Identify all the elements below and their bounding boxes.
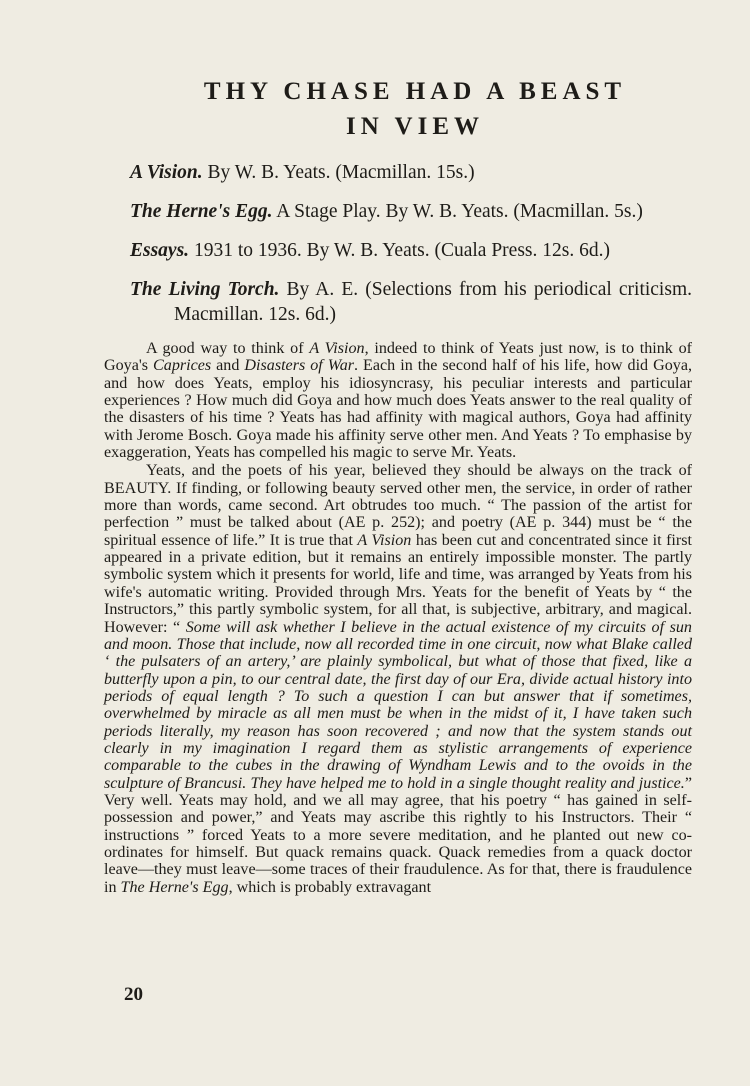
article-title-line-1: THY CHASE HAD A BEAST <box>203 78 627 105</box>
book-title: The Living Torch. <box>130 279 280 300</box>
text-run: ” Very well. Yeats may hold, and we all may agree, that his poetry “ has gained in self-possession and power,” and Yeats may ascribe this rightly to his Instructors. Their “ instructions ” forced Yeats to a more severe meditation, and he planted out new co-ordinates for himself. But quack remains quack. Quack remedies from a quack doctor leave—they must leave—some traces of their fraudulence. As for that, there is fraudulence in <box>104 774 692 896</box>
text-run: and <box>211 357 245 375</box>
yeats-quotation: Some will ask whether I believe in the actual existence of my circuits of sun and moon. Those that include, now all recorded time in one circuit, now what Blake called ‘ the pulsaters of an artery,’ are plainly symbolical, but what of those that fixed, like a butterfly upon a pin, to our central date, the first day of our Era, divide actual history into periods of equal length ? To such a question I can but answer that if sometimes, overwhelmed by miracle as all men must be when in the midst of it, I have taken such periods literally, my reason has soon recovered ; and now that the system stands out clearly in my imagination I regard them as stylistic arrangements of experience comparable to the cubes in the drawing of Wyndham Lewis and to the ovoids in the sculpture of Brancusi. They have helped me to hold in a single thought reality and justice. <box>104 618 692 792</box>
text-run: , which is probably extravagant <box>228 878 432 896</box>
paragraph-2 <box>104 462 692 896</box>
book-details: By W. B. Yeats. (Macmillan. 15s.) <box>207 162 475 183</box>
title-citation: A Vision <box>309 340 365 357</box>
page-number: 20 <box>124 984 143 1005</box>
book-details: A Stage Play. By W. B. Yeats. (Macmillan. 5s.) <box>276 201 643 222</box>
book-title: Essays. <box>130 240 190 261</box>
reviewed-books-list <box>130 160 692 341</box>
title-citation: Disasters of War <box>244 357 355 375</box>
text-run: has been cut and concentrated since it first appeared in a private edition, but it remains an entirely impossible monster. The partly symbolic system which it presents for world, life and time, was arranged by Yeats from his wife's automatic writing. Provided through Mrs. Yeats for the benefit of Yeats by “ the Instructors,” this partly symbolic system, for all that, is subjective, arbitrary, and magical. However: “ <box>104 531 692 636</box>
text-run: Yeats, and the poets of his year, believed they should be always on the track of BEAUTY. If finding, or following beauty served other men, the service, in order of rather more than words, came second. Art obtrudes too much. “ The passion of the artist for perfection ” must be talked about (AE p. 252); and poetry (AE p. 344) must be “ the spiritual essence of life.” It is true that <box>104 462 692 549</box>
book-entry <box>130 199 692 224</box>
article-body <box>104 340 692 896</box>
book-entry <box>130 277 692 327</box>
text-run: A good way to think of <box>146 340 310 357</box>
title-citation: Caprices <box>153 357 212 375</box>
text-run: . Each in the second half of his life, how did Goya, and how does Yeats, employ his idiosyncrasy, his peculiar interests and particular experiences ? How much did Goya and how much does Yeats answer to the real quality of the disasters of his time ? Yeats has had affinity with magical authors, Goya had affinity with Jerome Bosch. Goya made his affinity serve other men. And Yeats ? To emphasise by exaggeration, Yeats has compelled his magic to serve Mr. Yeats. <box>104 357 692 462</box>
text-run: , indeed to think of Yeats just now, is to think of Goya's <box>104 340 693 375</box>
book-title: A Vision. <box>130 162 203 183</box>
book-details: 1931 to 1936. By W. B. Yeats. (Cuala Press. 12s. 6d.) <box>193 240 610 261</box>
article-title-line-2: IN VIEW <box>345 113 485 140</box>
book-details: By A. E. (Selections from his periodical criticism. Macmillan. 12s. 6d.) <box>174 279 692 325</box>
book-entry <box>130 160 692 185</box>
title-citation: The Herne's Egg <box>120 878 229 896</box>
book-entry <box>130 238 692 263</box>
title-citation: A Vision <box>357 531 412 549</box>
paragraph-1 <box>104 340 692 461</box>
book-title: The Herne's Egg. <box>130 201 273 222</box>
